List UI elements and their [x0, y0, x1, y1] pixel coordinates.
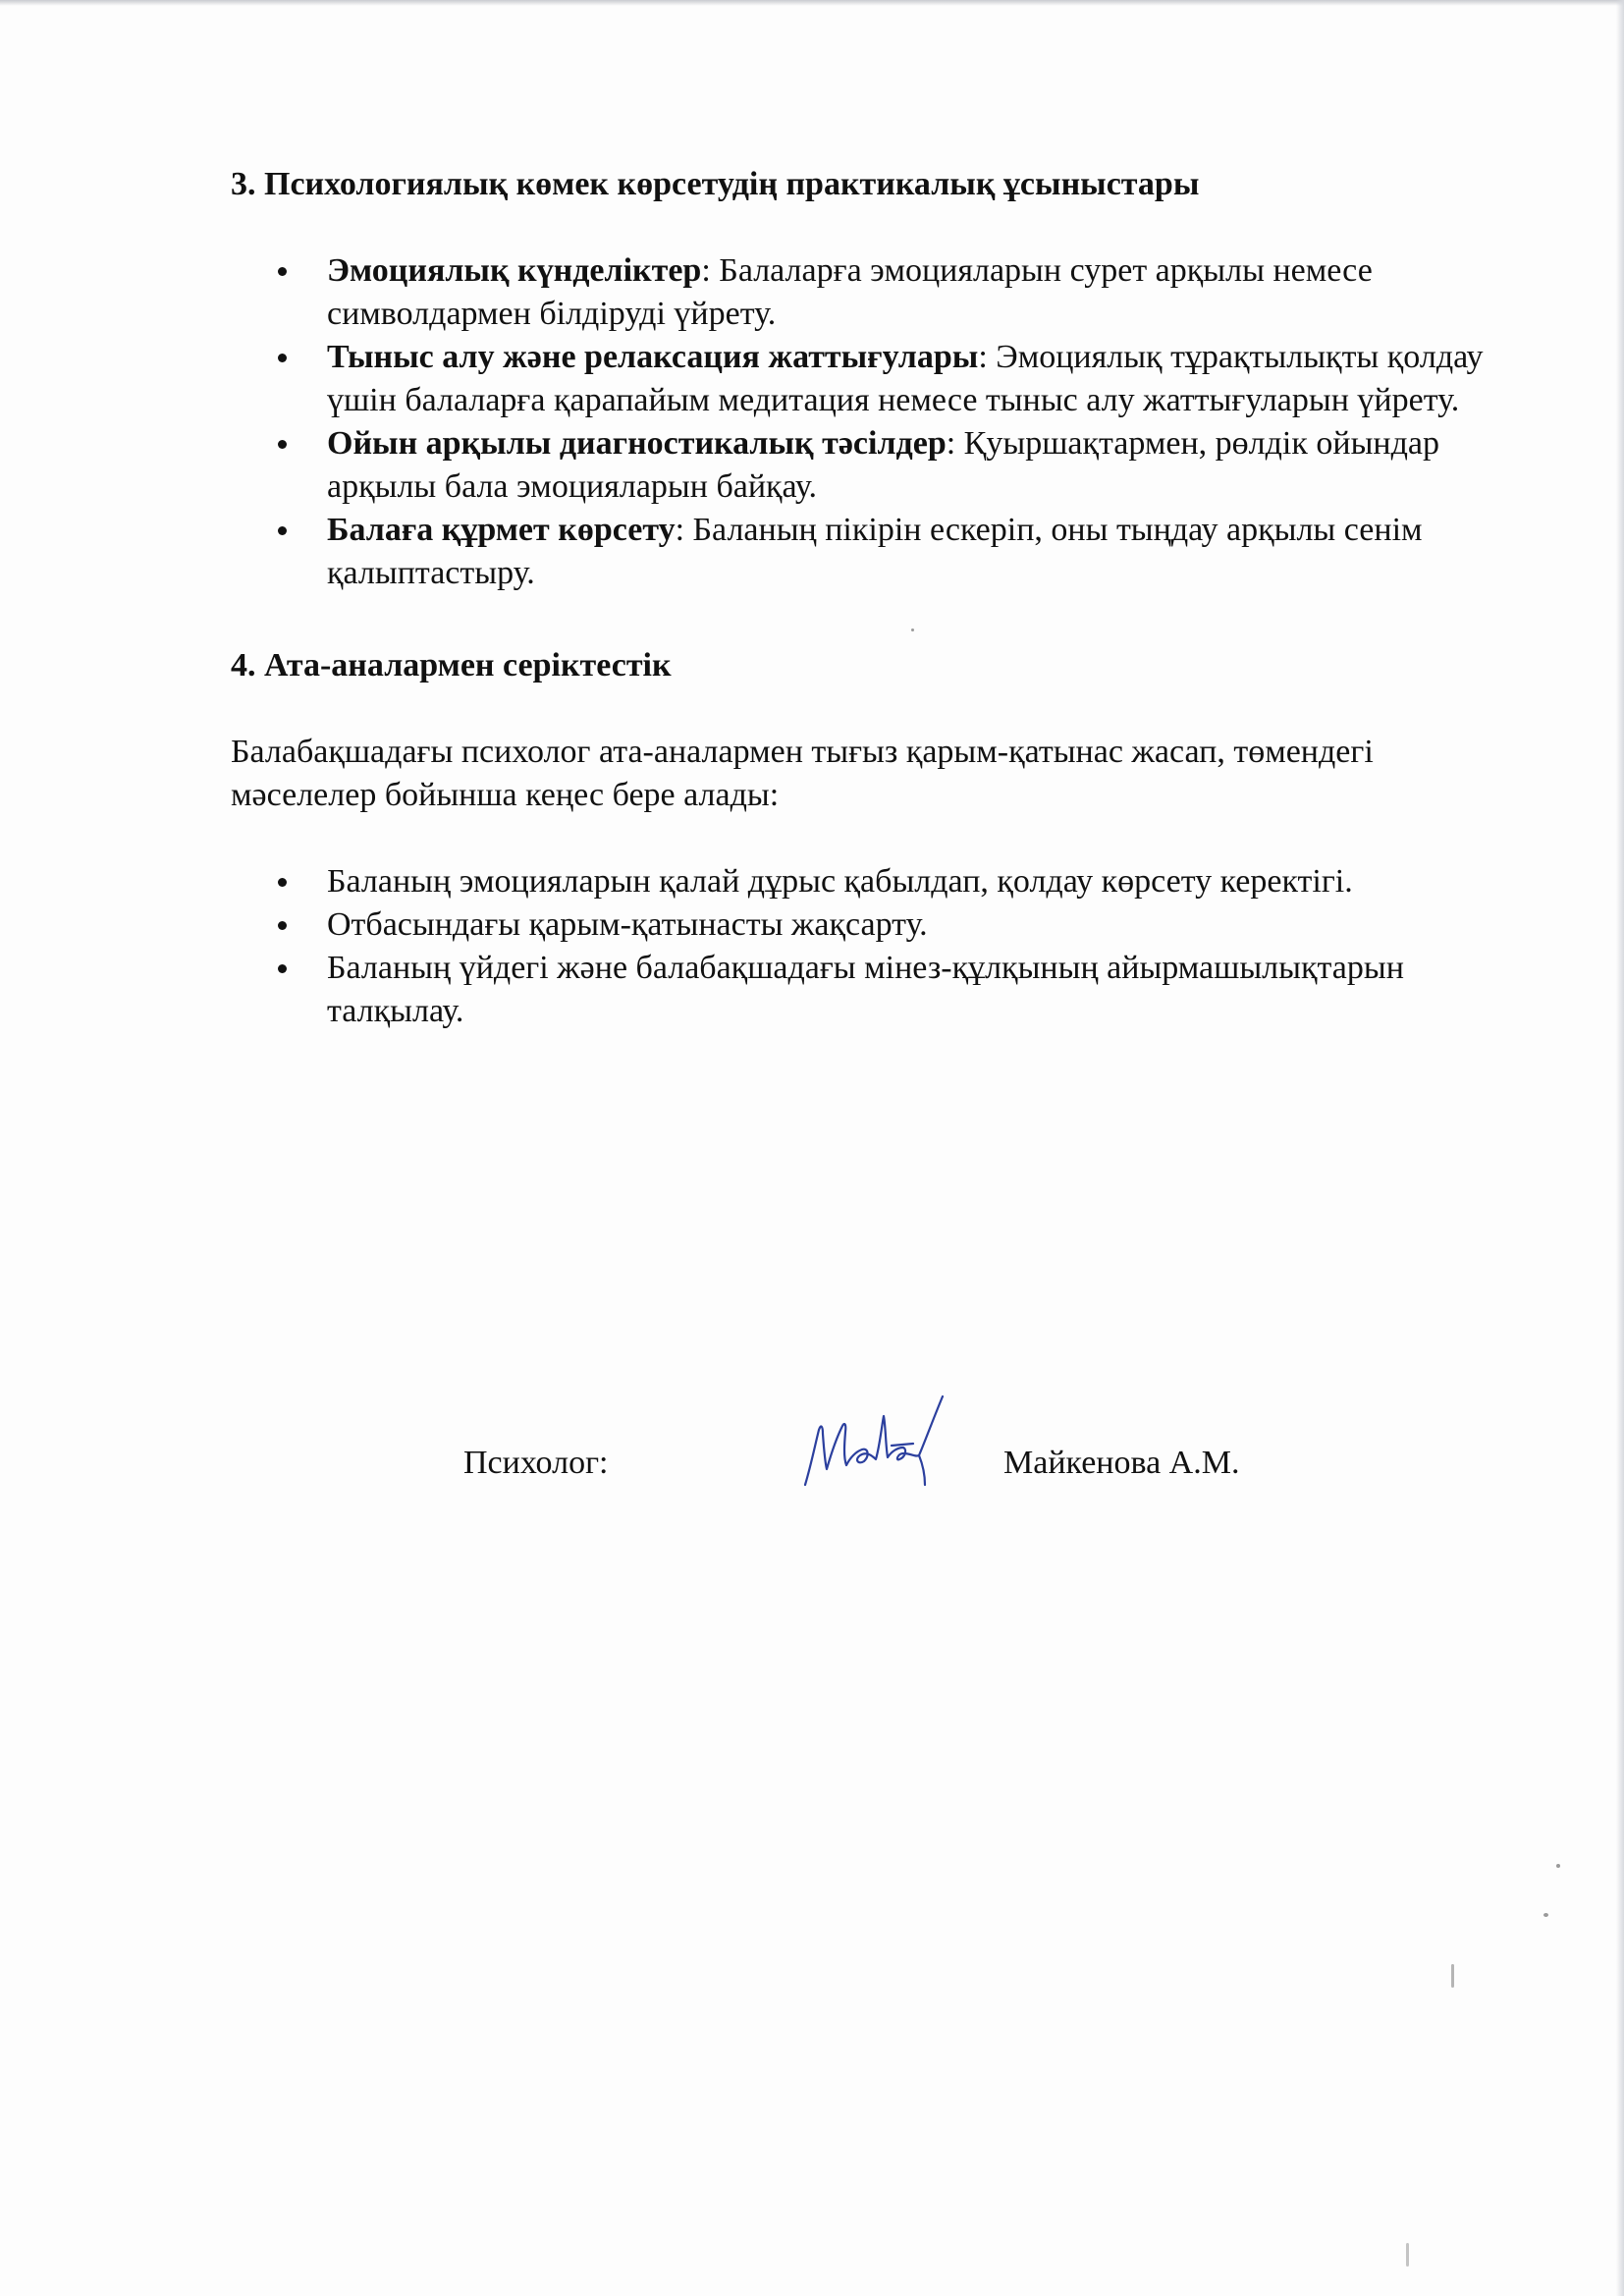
scan-speck	[911, 629, 914, 631]
scan-edge-right	[1616, 0, 1624, 2296]
item-text: : Қуыршақтармен, рөлдік ойындар арқылы бала эмоцияларын байқау.	[327, 425, 1439, 505]
bullet-icon	[278, 526, 287, 535]
scan-speck	[1406, 2243, 1409, 2267]
list-item	[231, 249, 1507, 336]
list-item	[231, 422, 1507, 509]
item-text: Баланың эмоцияларын қалай дұрыс қабылдап, қолдау көрсету керектігі.	[327, 863, 1353, 900]
item-text: Отбасындағы қарым-қатынасты жақсарту.	[327, 906, 928, 943]
list-item	[231, 509, 1507, 595]
section-3-heading: 3. Психологиялық көмек көрсетудің практикалық ұсыныстары	[231, 166, 1200, 202]
item-term: Балаға құрмет көрсету	[327, 512, 676, 548]
signature-row	[0, 1436, 1624, 1514]
list-item	[231, 860, 1527, 903]
signatory-role: Психолог:	[463, 1445, 609, 1481]
parent-topics-list	[231, 860, 1527, 1033]
bullet-icon	[278, 440, 287, 449]
scan-speck	[1543, 1913, 1548, 1917]
bullet-icon	[278, 354, 287, 362]
list-item	[231, 903, 1527, 947]
item-term: Ойын арқылы диагностикалық тәсілдер	[327, 425, 947, 462]
handwritten-signature	[797, 1387, 964, 1495]
bullet-icon	[278, 964, 287, 973]
item-text: Баланың үйдегі және балабақшадағы мінез-құлқының айырмашылықтарын талқылау.	[327, 950, 1404, 1029]
bullet-icon	[278, 878, 287, 887]
item-text: : Эмоциялық тұрақтылықты қолдау үшін балаларға қарапайым медитация немесе тыныс алу жаттығуларын үйрету.	[327, 339, 1484, 418]
bullet-icon	[278, 267, 287, 276]
recommendations-list	[231, 249, 1507, 595]
section-4-heading: 4. Ата-аналармен серіктестік	[231, 647, 672, 683]
item-term: Тыныс алу және релаксация жаттығулары	[327, 339, 979, 375]
item-term: Эмоциялық күнделіктер	[327, 252, 702, 289]
signatory-name: Майкенова А.М.	[1003, 1445, 1240, 1481]
item-text: : Балаларға эмоцияларын сурет арқылы немесе символдармен білдіруді үйрету.	[327, 252, 1373, 332]
scan-speck	[1556, 1864, 1560, 1868]
section-4-intro: Балабақшадағы психолог ата-аналармен тығыз қарым-қатынас жасап, төмендегі мәселелер бойынша кеңес бере алады:	[231, 734, 1374, 813]
scan-speck	[1451, 1964, 1454, 1988]
document-body	[231, 163, 1527, 1033]
bullet-icon	[278, 921, 287, 930]
list-item	[231, 947, 1527, 1033]
item-text: : Баланың пікірін ескеріп, оны тыңдау арқылы сенім қалыптастыру.	[327, 512, 1423, 591]
scan-edge-top	[0, 0, 1624, 6]
list-item	[231, 336, 1507, 422]
